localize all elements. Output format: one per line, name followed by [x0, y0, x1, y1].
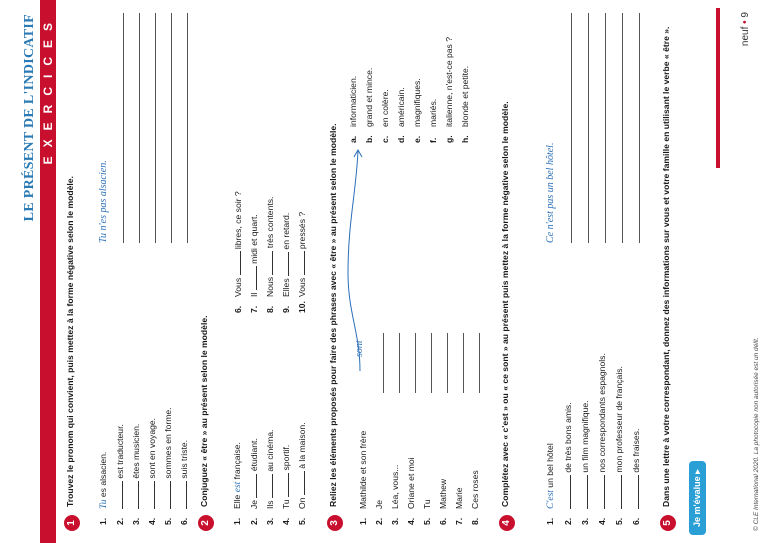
item-text: Tu [422, 499, 432, 509]
subject-pronoun: Vous [297, 277, 307, 297]
exercise-2-item [248, 214, 259, 313]
cest-blank[interactable] [579, 475, 588, 509]
exercise-2 [198, 0, 216, 543]
exercise-number-badge: 1 [64, 515, 80, 531]
item-text: Léa, vous... [390, 464, 400, 509]
verb-blank[interactable] [264, 474, 273, 498]
answer-line[interactable] [383, 333, 384, 393]
item-number: 6. [438, 517, 448, 525]
verb-blank[interactable] [296, 251, 305, 275]
item-text: étudiant. [249, 438, 259, 472]
handwritten-answer: C'est [546, 490, 556, 509]
item-number: 1. [545, 517, 555, 525]
exercise-4-item [579, 400, 590, 525]
exercise-number-badge: 2 [198, 515, 214, 531]
item-text: à la maison. [297, 422, 307, 469]
answer-line[interactable] [463, 333, 464, 393]
answer-line[interactable] [171, 13, 172, 243]
exercise-3-handwritten-answer: sont [354, 340, 365, 357]
exercise-3-left-item [438, 479, 448, 525]
exercise-1-item [130, 424, 141, 525]
pronoun-blank[interactable] [162, 481, 171, 509]
item-text: française. [232, 442, 242, 480]
answer-line[interactable] [588, 13, 589, 243]
copyright-notice: © CLE International 2020. La photocopie non autorisée est un délit. [753, 337, 760, 531]
answer-line[interactable] [639, 13, 640, 243]
subject-pronoun: Vous [233, 277, 243, 297]
exercise-2-item [296, 212, 307, 313]
item-text: très contents. [265, 196, 275, 249]
verb-blank[interactable] [280, 252, 289, 276]
exercise-3-right-item [396, 87, 406, 143]
exercise-2-item [232, 442, 243, 525]
item-text: italienne, n'est-ce pas ? [444, 36, 454, 127]
item-number: 4. [281, 517, 291, 525]
item-number: 7. [249, 305, 259, 313]
answer-line[interactable] [399, 333, 400, 393]
item-number: 5. [614, 517, 624, 525]
item-number: 6. [179, 517, 189, 525]
item-number: 1. [98, 517, 108, 525]
chapter-title: LE PRÉSENT DE L'INDICATIF [22, 14, 37, 222]
exercise-1 [64, 0, 82, 543]
answer-line[interactable] [571, 13, 572, 243]
exercise-2-header [198, 0, 216, 543]
item-text: Je [374, 499, 384, 509]
pronoun-blank[interactable] [146, 481, 155, 509]
footer-accent-bar [716, 8, 720, 168]
item-number: 5. [163, 517, 173, 525]
answer-line[interactable] [622, 13, 623, 243]
exercise-4-model-answer: Ce n'est pas un bel hôtel. [545, 142, 556, 243]
item-letter: g. [444, 135, 454, 143]
item-text: Ces roses [470, 470, 480, 509]
subject-pronoun: Elle [232, 494, 242, 509]
item-number: 5. [297, 517, 307, 525]
answer-line[interactable] [605, 13, 606, 243]
item-letter: e. [412, 135, 422, 143]
item-number: 3. [131, 517, 141, 525]
exercise-4-item [545, 443, 556, 525]
verb-blank[interactable] [232, 251, 241, 275]
item-number: 7. [454, 517, 464, 525]
item-number: 4. [406, 517, 416, 525]
subject-pronoun: Nous [265, 276, 275, 297]
item-number: 9. [281, 305, 291, 313]
item-letter: f. [428, 137, 438, 143]
item-text: mariés. [428, 98, 438, 127]
item-letter: c. [380, 135, 390, 143]
item-number: 5. [422, 517, 432, 525]
item-number: 4. [147, 517, 157, 525]
item-text: Mathilde et son frère [358, 430, 368, 509]
answer-line[interactable] [447, 333, 448, 393]
item-number: 3. [265, 517, 275, 525]
exercise-3-right-item [428, 99, 438, 143]
cest-blank[interactable] [562, 475, 571, 509]
pronoun-blank[interactable] [178, 481, 187, 509]
item-number: 4. [597, 517, 607, 525]
exercise-1-item [146, 418, 157, 525]
verb-blank[interactable] [248, 266, 257, 290]
exercise-2-item [232, 191, 243, 313]
exercise-3-instruction: Reliez les éléments proposés pour faire des phrases avec « être » au présent selon le modèle. [328, 123, 338, 507]
subject-pronoun: Ils [265, 500, 275, 509]
item-number: 3. [580, 517, 590, 525]
exercise-4-item [613, 366, 624, 525]
item-text: américain. [396, 87, 406, 127]
item-text: es alsacien. [98, 451, 108, 498]
item-text: en colère. [380, 89, 390, 127]
item-number: 6. [631, 517, 641, 525]
item-text: de très bons amis. [563, 402, 573, 473]
item-text: un bel hôtel [545, 443, 555, 488]
item-letter: h. [460, 135, 470, 143]
exercise-3-left-item [422, 499, 432, 525]
subject-pronoun: Je [249, 499, 259, 509]
item-number: 2. [249, 517, 259, 525]
item-text: informaticien. [348, 75, 358, 127]
page-number-dot: • [740, 20, 751, 24]
cest-blank[interactable] [596, 475, 605, 509]
exercise-2-instruction: Conjuguez « être » au présent selon le modèle. [199, 315, 209, 507]
item-number: 2. [115, 517, 125, 525]
item-number: 2. [374, 517, 384, 525]
page-number-word: neuf [740, 26, 751, 47]
pronoun-blank[interactable] [114, 481, 123, 509]
exercise-2-item [264, 197, 275, 313]
exercise-5-header [660, 0, 678, 543]
item-text: un film magnifique. [580, 400, 590, 473]
exercises-band-label: EXERCICES [41, 14, 55, 165]
item-text: nos correspondants espagnols. [597, 353, 607, 473]
cest-blank[interactable] [613, 475, 622, 509]
answer-line[interactable] [415, 333, 416, 393]
exercise-4-item [562, 402, 573, 525]
item-text: Oriane et moi [406, 457, 416, 509]
item-number: 6. [233, 305, 243, 313]
item-number: 8. [265, 305, 275, 313]
item-number: 1. [232, 517, 242, 525]
item-text: au cinéma. [265, 429, 275, 472]
handwritten-answer: Tu [99, 499, 109, 509]
item-letter: a. [348, 135, 358, 143]
subject-pronoun: Elles [281, 278, 291, 297]
exercise-5-instruction: Dans une lettre à votre correspondant, donnez des informations sur vous et votre famille en utilisant le verbe « être ». [661, 26, 671, 507]
item-text: en retard. [281, 212, 291, 250]
exercise-4-item [596, 353, 607, 525]
subject-pronoun: Tu [281, 499, 291, 509]
item-number: 1. [358, 517, 368, 525]
item-number: 10. [297, 301, 307, 313]
answer-line[interactable] [139, 13, 140, 243]
answer-line[interactable] [479, 333, 480, 393]
exercise-1-item [114, 424, 125, 525]
handwritten-answer: est [233, 481, 243, 493]
item-letter: d. [396, 135, 406, 143]
item-text: pressés ? [297, 211, 307, 250]
exercise-2-item [264, 430, 275, 525]
item-text: midi et quart. [249, 214, 259, 264]
exercise-4-instruction: Complétez avec « c'est » ou « ce sont » au présent puis mettez à la forme négative selon le modèle. [500, 101, 510, 507]
page-number-digit: 9 [740, 12, 751, 18]
exercise-2-item [248, 438, 259, 525]
exercise-4 [499, 0, 517, 543]
answer-line[interactable] [187, 13, 188, 243]
answer-line[interactable] [123, 13, 124, 243]
exercise-3-left-item [358, 431, 368, 525]
self-evaluation-button[interactable]: Je m'évalue ▸ [689, 461, 706, 535]
cest-blank[interactable] [630, 475, 639, 509]
exercise-1-item [162, 407, 173, 525]
item-text: blonde et petite. [460, 65, 470, 127]
matching-arrow [346, 143, 376, 373]
item-text: magnifiques. [412, 78, 422, 127]
item-text: êtes musicien. [131, 423, 141, 479]
subject-pronoun: On [297, 497, 307, 509]
item-number: 2. [563, 517, 573, 525]
exercise-4-item [630, 429, 641, 525]
exercise-1-model-answer: Tu n'es pas alsacien. [98, 160, 109, 243]
verb-blank[interactable] [280, 473, 289, 497]
exercise-5 [660, 0, 678, 543]
exercise-1-item [178, 440, 189, 525]
exercise-3 [327, 0, 345, 543]
verb-blank[interactable] [296, 471, 305, 495]
exercise-1-item [98, 452, 109, 525]
item-number: 8. [470, 517, 480, 525]
exercise-3-left-item [390, 465, 400, 525]
exercise-3-right-item [444, 37, 454, 143]
page-number [740, 12, 751, 46]
item-text: Mathew [438, 478, 448, 509]
item-text: sportif. [281, 444, 291, 471]
exercise-3-right-item [380, 89, 390, 143]
exercise-3-right-item [412, 78, 422, 143]
item-text: Marie [454, 487, 464, 509]
item-text: mon professeur de français. [614, 366, 624, 473]
item-text: sont en voyage. [147, 417, 157, 479]
item-number: 3. [390, 517, 400, 525]
exercise-3-header [327, 0, 345, 543]
exercise-1-header [64, 0, 82, 543]
verb-blank[interactable] [264, 251, 273, 275]
exercise-2-item [296, 422, 307, 525]
item-text: sommes en forme. [163, 407, 173, 479]
subject-pronoun: Il [249, 292, 259, 297]
exercise-4-header [499, 0, 517, 543]
exercise-number-badge: 4 [499, 515, 515, 531]
exercise-3-right-item [460, 66, 470, 143]
exercise-3-right-item [348, 76, 358, 143]
pronoun-blank[interactable] [130, 481, 139, 509]
item-letter: b. [364, 135, 374, 143]
exercise-3-left-item [374, 500, 384, 525]
exercise-3-left-item [406, 457, 416, 525]
item-text: grand et mince. [364, 67, 374, 127]
exercise-2-item [280, 213, 291, 313]
exercise-number-badge: 5 [660, 515, 676, 531]
verb-blank[interactable] [248, 474, 257, 498]
answer-line[interactable] [155, 13, 156, 243]
exercise-number-badge: 3 [327, 515, 343, 531]
exercise-2-item [280, 445, 291, 525]
exercise-3-left-item [454, 488, 464, 526]
exercise-1-instruction: Trouvez le pronom qui convient, puis mettez à la forme négative selon le modèle. [65, 176, 75, 507]
item-text: libres, ce soir ? [233, 191, 243, 250]
answer-line[interactable] [431, 333, 432, 393]
item-text: des fraises. [631, 428, 641, 473]
exercise-3-left-item [470, 470, 480, 525]
item-text: suis triste. [179, 439, 189, 479]
exercise-3-right-item [364, 68, 374, 143]
item-text: est traducteur. [115, 424, 125, 479]
